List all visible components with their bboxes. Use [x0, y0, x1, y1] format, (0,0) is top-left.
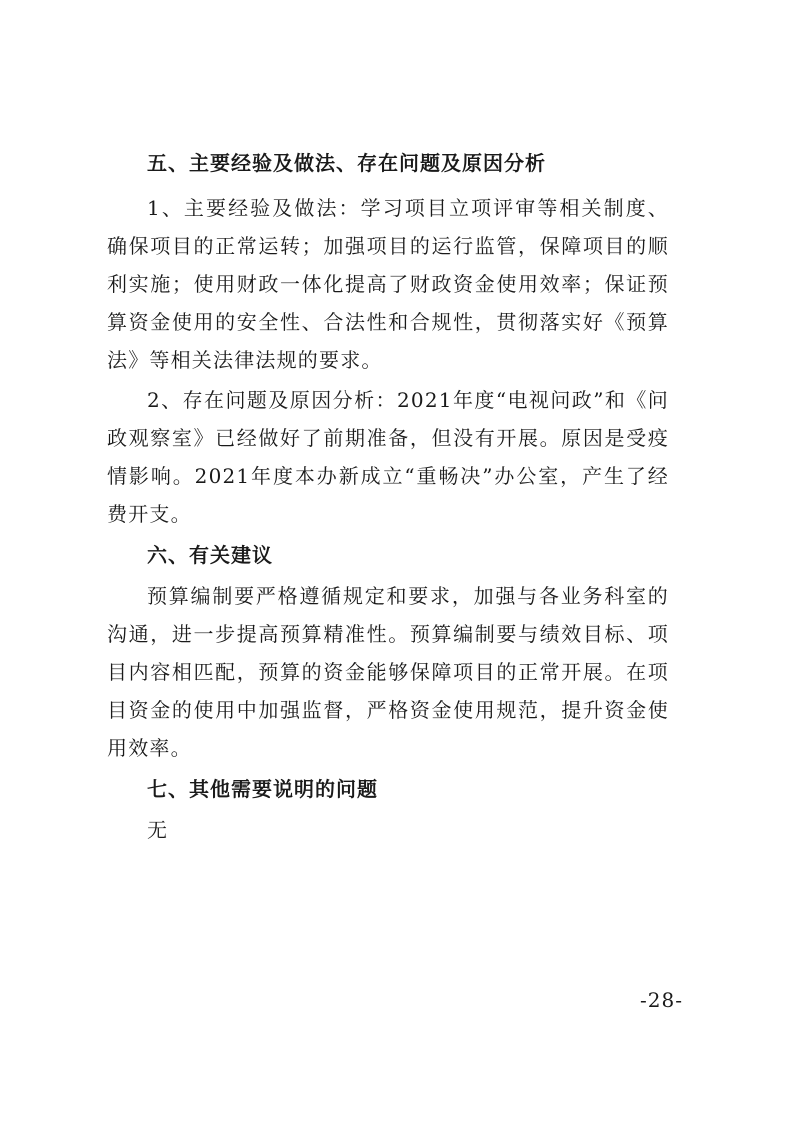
- paragraph-suggestions: 预算编制要严格遵循规定和要求，加强与各业务科室的沟通，进一步提高预算精准性。预算编制要与绩效目标、项目内容相匹配，预算的资金能够保障项目的正常开展。在项目资金的使用中加强监督，严格资金使用规范，提升资金使用效率。: [107, 584, 669, 760]
- section-heading-other-notes: 七、其他需要说明的问题: [147, 777, 378, 801]
- document-body: [107, 143, 669, 849]
- paragraph-main-experience: 1、主要经验及做法：学习项目立项评审等相关制度、确保项目的正常运转；加强项目的运行监管，保障项目的顺利实施；使用财政一体化提高了财政资金使用效率；保证预算资金使用的安全性、合法性和合规性，贯彻落实好《预算法》等相关法律法规的要求。: [107, 196, 669, 372]
- paragraph-other-notes: 无: [147, 818, 169, 842]
- page-number: -28-: [640, 988, 683, 1012]
- section-heading-experience-and-problems: 五、主要经验及做法、存在问题及原因分析: [147, 151, 546, 175]
- paragraph-problems-and-causes: 2、存在问题及原因分析：2021年度“电视问政”和《问政观察室》已经做好了前期准备，但没有开展。原因是受疫情影响。2021年度本办新成立“重畅决”办公室，产生了经费开支。: [107, 388, 669, 526]
- section-heading-suggestions: 六、有关建议: [147, 543, 273, 567]
